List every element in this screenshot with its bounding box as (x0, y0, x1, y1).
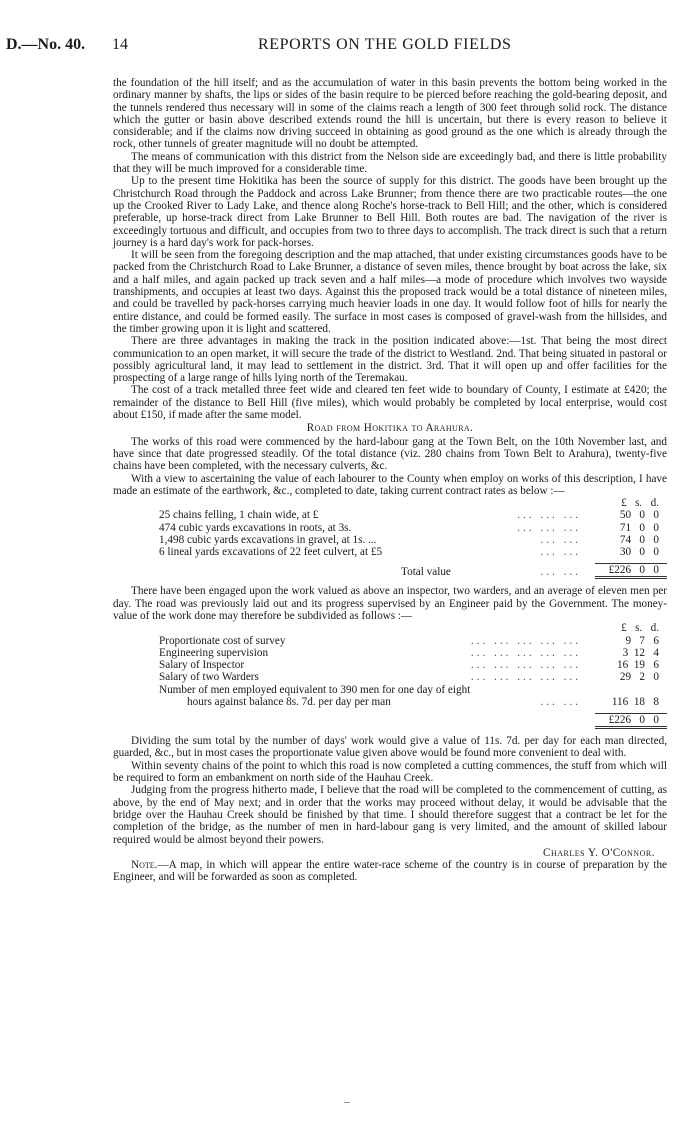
currency-header: £ s. d. (621, 497, 659, 510)
leader-dots: ... ... ... ... ... (470, 659, 581, 672)
paragraph-communication: The means of communication with this district from the Nelson side are exceedingly bad, and there is little probability that they will be much improved for a considerable time. (113, 150, 667, 176)
note-label: Note. (131, 859, 158, 872)
total-amount: £226 0 0 (595, 564, 667, 578)
leader-dots: ... ... (540, 565, 581, 578)
row-label: Number of men employed equivalent to 390 men for one day of eight (159, 683, 471, 696)
page-header (6, 36, 694, 56)
page-number: 14 (112, 36, 128, 53)
paragraph-hill-foundation: the foundation of the hill itself; and as the accumulation of water in this basin prevents the bottom being worked in the ordinary manner by shafts, the lips or sides of the basin require to be pierced before reaching the gold-bearing deposit, and the tunnels rendered thus necessary will in some of the claims reach a length of 300 feet through solid rock. The distance which the gutter or basin above described extends round the hill is uncertain, but there is every reason to believe it considerable; and if the claims now driving succeed in obtaining as good ground as the one which is already through the rock, other tunnels of greater magnitude will no doubt be attempted. (113, 77, 667, 151)
earthwork-estimate-table (113, 497, 667, 579)
row-amount: 116 18 8 (611, 696, 659, 709)
row-amount: 9 7 6 (625, 634, 659, 647)
leader-dots: ... ... ... (517, 521, 581, 534)
row-amount: 3 12 4 (622, 646, 659, 659)
total-amount: £226 0 0 (595, 713, 667, 727)
table-row (113, 522, 667, 534)
paragraph-estimate-intro: With a view to ascertaining the value of each labourer to the County when employ on works of this description, I have made an estimate of the earthwork, &c., completed to date, taking current contract rates as below :— (113, 472, 667, 497)
currency-header: £ s. d. (621, 622, 659, 635)
running-title: REPORTS ON THE GOLD FIELDS (258, 36, 512, 53)
paragraph-engaged: There have been engaged upon the work valued as above an inspector, two warders, and an average of eleven men per day. The road was previously laid out and its progress supervised by an Engineer paid by the Government. The money-value of the work done may therefore be subdivided as follows :— (113, 585, 667, 622)
leader-dots: ... ... ... (517, 509, 581, 522)
table-row (113, 534, 667, 546)
section-subheading: Road from Hokitika to Arahura. (306, 422, 474, 435)
signature: Charles Y. O'Connor. (543, 846, 655, 859)
paragraph-dividing: Dividing the sum total by the number of days' work would give a value of 11s. 7d. per day for each man directed, guarded, &c., but in most cases the proportionate value given above would be found more convenient to deal with. (113, 735, 667, 760)
row-label: 1,498 cubic yards excavations in gravel, at 1s. ... (159, 533, 377, 546)
leader-dots: ... ... (540, 696, 581, 709)
total-row (113, 713, 667, 727)
table-row (113, 509, 667, 521)
report-body (113, 77, 667, 884)
row-label: Engineering supervision (159, 646, 269, 659)
row-label: 25 chains felling, 1 chain wide, at £ (159, 509, 319, 522)
row-amount: 50 0 0 (619, 509, 659, 522)
leader-dots: ... ... (540, 546, 581, 559)
leader-dots: ... ... ... ... ... (470, 634, 581, 647)
paragraph-track-cost: The cost of a track metalled three feet wide and cleared ten feet wide to boundary of County, I estimate at £420; the remainder of the distance to Bell Hill (five miles), which would probably be completed by local enterprise, would cost about £150, if made after the same model. (113, 384, 667, 422)
leader-dots: ... ... ... ... ... (470, 646, 581, 659)
paragraph-advantages: There are three advantages in making the track in the position indicated above:—1st. That being the most direct communication to an open market, it will secure the trade of the district to Westland. 2nd. That being situated in pastoral or possibly agricultural land, it may lead to settlement in the district. 3rd. That it will open up and offer facilities for the prospecting of a large range of hills lying north of the Teremakau. (113, 335, 667, 385)
row-label: hours against balance 8s. 7d. per day per man (187, 696, 391, 709)
total-row (113, 564, 667, 578)
table-row (113, 659, 667, 671)
paragraph-cutting: Within seventy chains of the point to which this road is now completed a cutting commences, the stuff from which will be required to form an embankment on north side of the Hauhau Creek. (113, 759, 667, 785)
row-amount: 29 2 0 (619, 671, 659, 684)
row-amount: 74 0 0 (619, 533, 659, 546)
table-row (113, 647, 667, 659)
row-amount: 16 19 6 (617, 659, 659, 672)
cost-subdivision-table (113, 622, 667, 729)
leader-dots: ... ... ... ... ... (470, 671, 581, 684)
table-row (113, 546, 667, 558)
table-row (113, 684, 667, 696)
paragraph-bridge: Judging from the progress hitherto made, I believe that the road will be completed to the commencement of cutting, as above, by the end of May next; and in order that the works may proceed without delay, it would be advisable that the bridge over the Hauhau Creek should be finished by that time. I should therefore suggest that a contract be let for the completion of the bridge, as the number of men in hard-labour gang is very limited, and the amount of skilled labour required would be almost beyond their powers. (113, 784, 667, 846)
paragraph-road-works: The works of this road were commenced by the hard-labour gang at the Town Belt, on the 10th November last, and have since that date progressed steadily. Of the total distance (viz. 280 chains from Town Belt to Arahura), twenty-five chains have been completed, with the necessary culverts, &c. (113, 435, 667, 473)
table-row (113, 635, 667, 647)
table-row (113, 696, 667, 708)
leader-dots: ... ... (540, 533, 581, 546)
table-row (113, 671, 667, 683)
row-label: Salary of two Warders (159, 671, 259, 684)
total-label: Total value (401, 565, 451, 578)
paragraph-supply-routes: Up to the present time Hokitika has been the source of supply for this district. The goods have been brought up the Christchurch Road through the Paddock and across Lake Brunner; from thence there are two practicable routes—the one up the Crooked River to Lady Lake, and thence along Roche's horse-track to Bell Hill; and the other, which is considered preferable, up horse-track direct from Lake Brunner to Bell Hill. Both routes are bad. The navigation of the river is exceedingly tortuous and difficult, and occupies from two to three days to accomplish. The track direct is such that a return journey is a hard day's work for pack-horses. (113, 175, 667, 249)
document-reference: D.—No. 40. (6, 36, 86, 53)
note-paragraph (113, 859, 667, 884)
row-label: Salary of Inspector (159, 659, 245, 672)
page-mark (344, 1102, 350, 1103)
paragraph-proposed-track: It will be seen from the foregoing description and the map attached, that under existing circumstances goods have to be packed from the Christchurch Road to Lake Brunner, a distance of seven miles, thence brought by boat across the lake, six and a half miles, and again packed up track seven and a half miles—a mode of procedure which involves two wayside transhipments, and occupies at least two days. Against this the proposed track would be a total distance of nineteen miles, and could be travelled by pack-horses carrying much heavier loads in one day. It would follow foot of hills for nearly the entire distance, and could be formed easily. The surface in most cases is composed of gravel-wash from the hillsides, and the timber growing upon it is light and scattered. (113, 249, 667, 335)
row-amount: 71 0 0 (619, 521, 659, 534)
note-text: —A map, in which will appear the entire water-race scheme of the country is in course of preparation by the Engineer, and will be forwarded as soon as completed. (113, 859, 667, 884)
row-amount: 30 0 0 (619, 546, 659, 559)
row-label: Proportionate cost of survey (159, 634, 286, 647)
row-label: 474 cubic yards excavations in roots, at 3s. (159, 521, 352, 534)
row-label: 6 lineal yards excavations of 22 feet culvert, at £5 (159, 546, 383, 559)
